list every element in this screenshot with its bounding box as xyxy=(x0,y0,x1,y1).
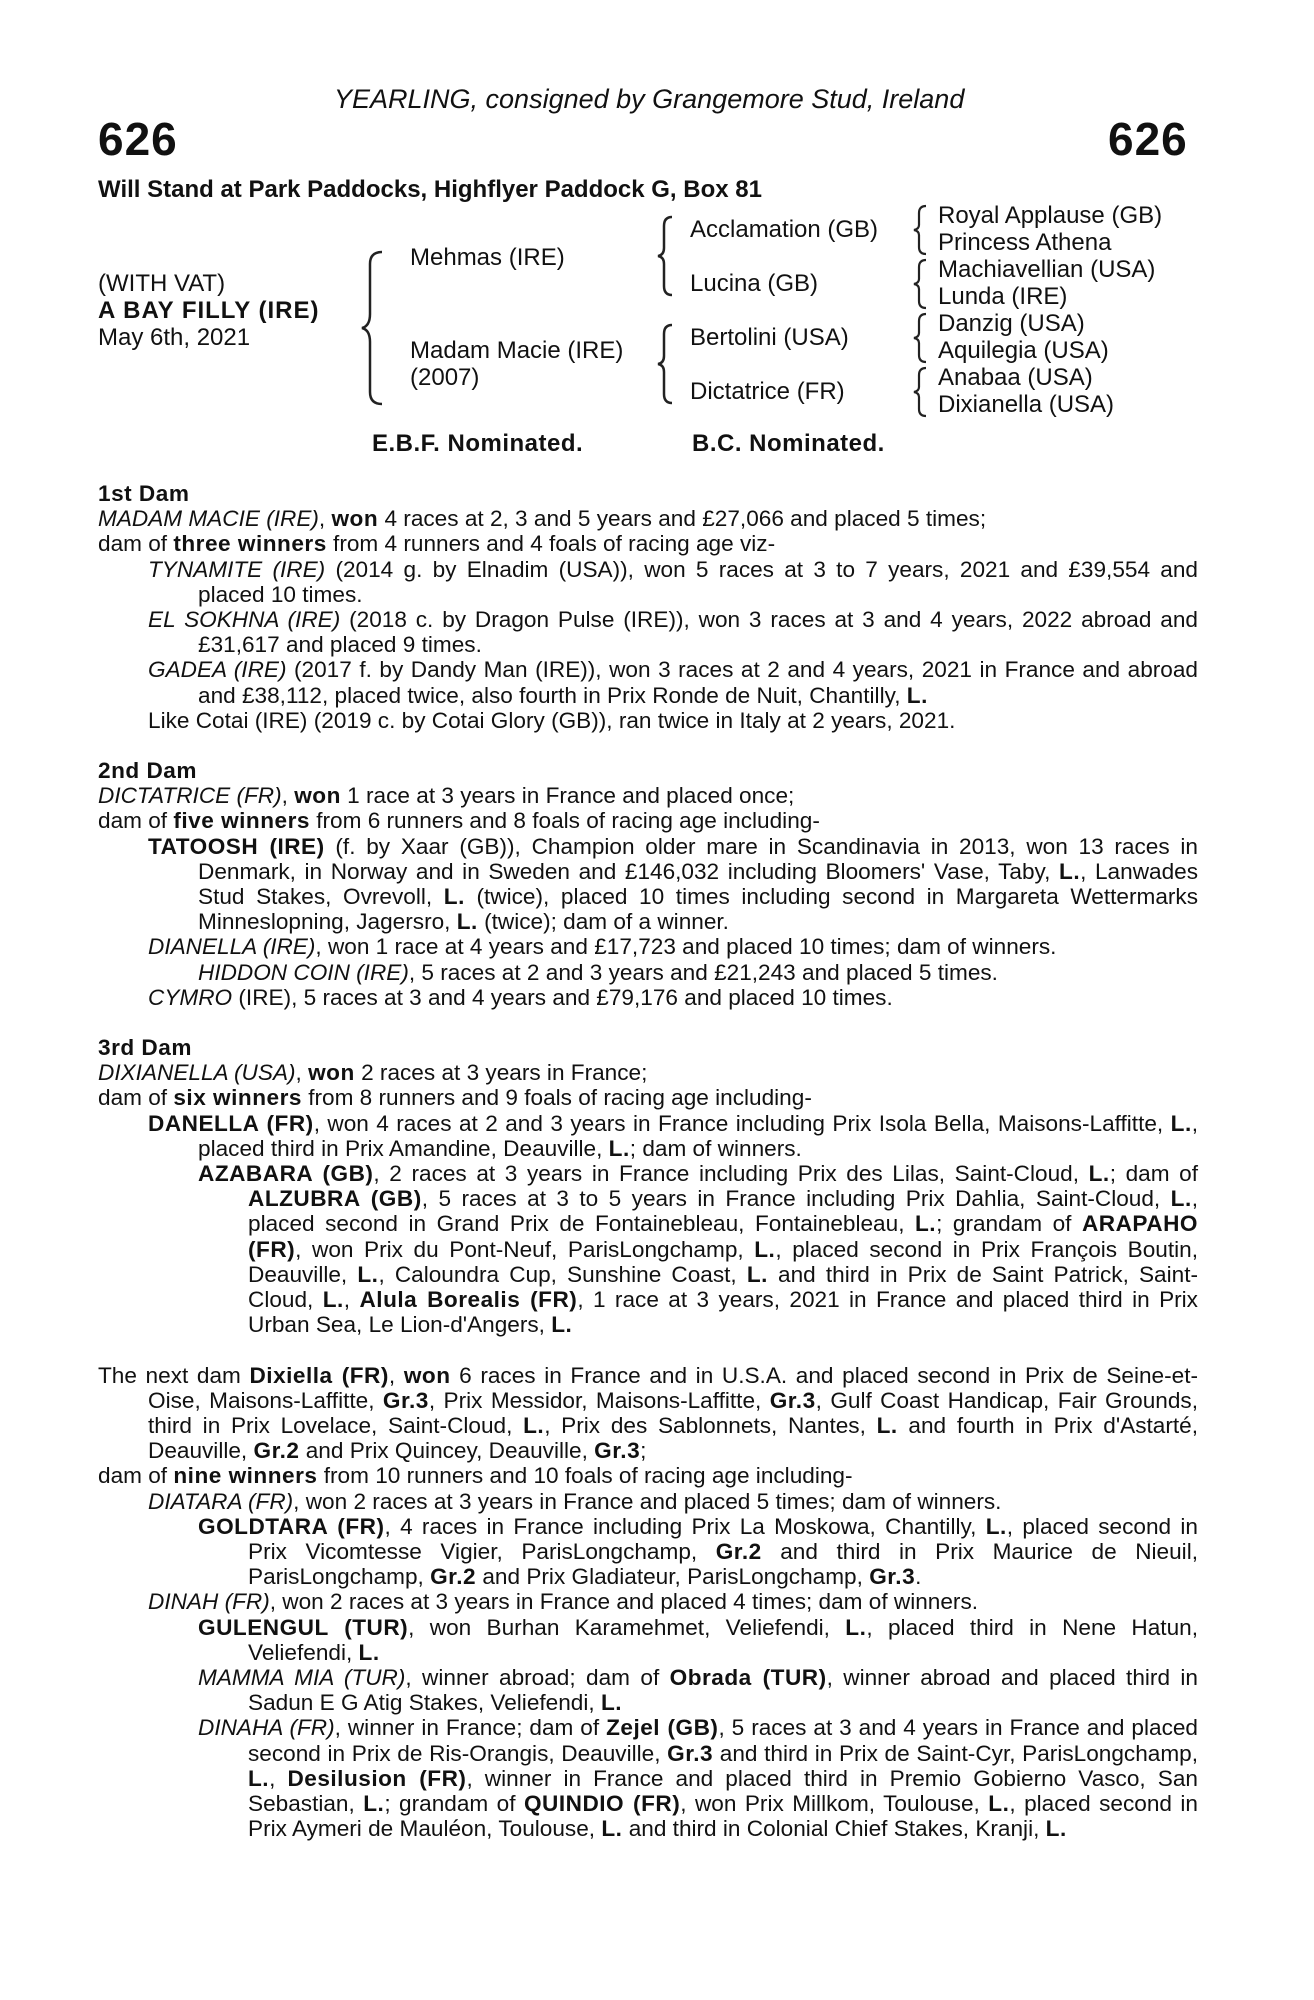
first-dam-record: MADAM MACIE (IRE), won 4 races at 2, 3 and 5 years and £27,066 and placed 5 times; xyxy=(98,506,987,532)
sire-name: Mehmas (IRE) xyxy=(410,244,565,271)
dam-sire-name: Bertolini (USA) xyxy=(690,324,849,351)
second-dam-produce-summary: dam of five winners from 6 runners and 8 foals of racing age including- xyxy=(98,808,820,834)
next-dam-grandfoal-4: DINAHA (FR), winner in France; dam of Zejel (GB), 5 races at 3 and 4 years in France and placed second in Prix de Ris-Orangis, Deauville, Gr.3 and third in Prix de Saint-Cyr, ParisLongchamp, L., Desilusion (FR), winner in France and placed third in Premio Gobierno Vasco, San Sebastian, L.; grandam of QUINDIO (FR), won Prix Millkom, Toulouse, L., placed second in Prix Aymeri de Mauléon, Toulouse, L. and third in Colonial Chief Stakes, Kranji, L. xyxy=(198,1715,1199,1842)
third-dam-foal-1: DANELLA (FR), won 4 races at 2 and 3 years in France including Prix Isola Bella, Maisons-Laffitte, L., placed third in Prix Amandine, Deauville, L.; dam of winners. xyxy=(148,1110,1199,1161)
first-dam-heading: 1st Dam xyxy=(98,481,190,506)
next-dam-foal-1: DIATARA (FR), won 2 races at 3 years in France and placed 5 times; dam of winners. xyxy=(148,1488,1002,1514)
next-dam-grandfoal-2: GULENGUL (TUR), won Burhan Karamehmet, Veliefendi, L., placed third in Nene Hatun, Veliefendi, L. xyxy=(198,1614,1198,1665)
pedigree-brace-g3c xyxy=(912,312,930,364)
next-dam-record: The next dam Dixiella (FR), won 6 races in France and in U.S.A. and placed second in Prix de Seine-et-Oise, Maisons-Laffitte, Gr.3, Prix Messidor, Maisons-Laffitte, Gr.3, Gulf Coast Handicap, Fair Grounds, third in Prix Lovelace, Saint-Cloud, L., Prix des Sablonnets, Nantes, L. and fourth in Prix d'Astarté, Deauville, Gr.2 and Prix Quincey, Deauville, Gr.3; xyxy=(98,1362,1198,1464)
ancestor-royal-applause: Royal Applause (GB) xyxy=(938,202,1163,229)
pedigree-brace-g3a xyxy=(912,204,930,256)
second-dam-foal-3: CYMRO (IRE), 5 races at 3 and 4 years and £79,176 and placed 10 times. xyxy=(148,984,893,1010)
ancestor-lunda: Lunda (IRE) xyxy=(938,283,1068,310)
dam-dam-name: Dictatrice (FR) xyxy=(690,378,845,405)
first-dam-produce-summary: dam of three winners from 4 runners and 4 foals of racing age viz- xyxy=(98,531,776,557)
pedigree-brace-sire xyxy=(656,214,676,298)
pedigree-brace-g3b xyxy=(912,258,930,310)
first-dam-foal-4: Like Cotai (IRE) (2019 c. by Cotai Glory (GB)), ran twice in Italy at 2 years, 2021. xyxy=(148,707,956,733)
stabling-location: Will Stand at Park Paddocks, Highflyer Paddock G, Box 81 xyxy=(98,176,762,203)
ebf-nomination: E.B.F. Nominated. xyxy=(372,430,584,457)
next-dam-grandfoal-1: GOLDTARA (FR), 4 races in France including Prix La Moskowa, Chantilly, L., placed second in Prix Vicomtesse Vigier, ParisLongchamp, Gr.2 and third in Prix Maurice de Nieuil, ParisLongchamp, Gr.2 and Prix Gladiateur, ParisLongchamp, Gr.3. xyxy=(198,1513,1198,1590)
first-dam-foal-3: GADEA (IRE) (2017 f. by Dandy Man (IRE)), won 3 races at 2 and 4 years, 2021 in France and abroad and £38,112, placed twice, also fourth in Prix Ronde de Nuit, Chantilly, L. xyxy=(148,657,1198,708)
second-dam-heading: 2nd Dam xyxy=(98,758,197,784)
third-dam-record: DIXIANELLA (USA), won 2 races at 3 years in France; xyxy=(98,1060,648,1086)
sire-dam-name: Lucina (GB) xyxy=(690,270,819,297)
lot-number-left: 626 xyxy=(98,113,178,165)
ancestor-dixianella: Dixianella (USA) xyxy=(938,391,1115,418)
second-dam-foal-1: TATOOSH (IRE) (f. by Xaar (GB)), Champion older mare in Scandinavia in 2013, won 13 races in Denmark, in Norway and in Sweden and £146,032 including Bloomers' Vase, Taby, L., Lanwades Stud Stakes, Ovrevoll, L. (twice), placed 10 times including second in Margareta Wettermarks Minneslopning, Jagersro, L. (twice); dam of a winner. xyxy=(148,833,1199,935)
second-dam-grandfoal-1: HIDDON COIN (IRE), 5 races at 2 and 3 years and £21,243 and placed 5 times. xyxy=(198,959,998,985)
lot-number-right: 626 xyxy=(1108,113,1188,165)
horse-foaled: May 6th, 2021 xyxy=(98,324,251,351)
next-dam-foal-2: DINAH (FR), won 2 races at 3 years in France and placed 4 times; dam of winners. xyxy=(148,1589,979,1615)
third-dam-produce-summary: dam of six winners from 8 runners and 9 foals of racing age including- xyxy=(98,1085,812,1111)
second-dam-record: DICTATRICE (FR), won 1 race at 3 years in France and placed once; xyxy=(98,783,795,809)
second-dam-foal-2: DIANELLA (IRE), won 1 race at 4 years and £17,723 and placed 10 times; dam of winners. xyxy=(148,934,1057,960)
first-dam-foal-2: EL SOKHNA (IRE) (2018 c. by Dragon Pulse (IRE)), won 3 races at 3 and 4 years, 2022 abroad and £31,617 and placed 9 times. xyxy=(148,607,1199,658)
bc-nomination: B.C. Nominated. xyxy=(692,430,885,457)
consignment-line: YEARLING, consigned by Grangemore Stud, Ireland xyxy=(334,84,965,114)
ancestor-aquilegia: Aquilegia (USA) xyxy=(938,337,1109,364)
produce-record xyxy=(98,481,1198,1841)
horse-name: A BAY FILLY (IRE) xyxy=(98,297,320,324)
horse-vat: (WITH VAT) xyxy=(98,270,226,297)
pedigree-brace-g3d xyxy=(912,366,930,418)
third-dam-heading: 3rd Dam xyxy=(98,1035,192,1061)
next-dam-produce-summary: dam of nine winners from 10 runners and 10 foals of racing age including- xyxy=(98,1463,853,1489)
first-dam-foal-1: TYNAMITE (IRE) (2014 g. by Elnadim (USA)), won 5 races at 3 to 7 years, 2021 and £39,554 and placed 10 times. xyxy=(148,556,1198,607)
ancestor-princess-athena: Princess Athena xyxy=(938,229,1112,256)
pedigree-brace-main xyxy=(360,248,390,408)
dam-name: Madam Macie (IRE) xyxy=(410,337,624,364)
ancestor-anabaa: Anabaa (USA) xyxy=(938,364,1093,391)
ancestor-machiavellian: Machiavellian (USA) xyxy=(938,256,1156,283)
ancestor-danzig: Danzig (USA) xyxy=(938,310,1085,337)
pedigree-brace-dam xyxy=(656,322,676,406)
third-dam-grandfoal-1: AZABARA (GB), 2 races at 3 years in France including Prix des Lilas, Saint-Cloud, L.; dam of ALZUBRA (GB), 5 races at 3 to 5 years in France including Prix Dahlia, Saint-Cloud, L., placed second in Grand Prix de Fontainebleau, Fontainebleau, L.; grandam of ARAPAHO (FR), won Prix du Pont-Neuf, ParisLongchamp, L., placed second in Prix François Boutin, Deauville, L., Caloundra Cup, Sunshine Coast, L. and third in Prix de Saint Patrick, Saint-Cloud, L., Alula Borealis (FR), 1 race at 3 years, 2021 in France and placed third in Prix Urban Sea, Le Lion-d'Angers, L. xyxy=(198,1161,1199,1338)
dam-year: (2007) xyxy=(410,364,480,391)
sire-sire-name: Acclamation (GB) xyxy=(690,216,879,243)
next-dam-grandfoal-3: MAMMA MIA (TUR), winner abroad; dam of Obrada (TUR), winner abroad and placed third in Sadun E G Atig Stakes, Veliefendi, L. xyxy=(198,1664,1198,1716)
